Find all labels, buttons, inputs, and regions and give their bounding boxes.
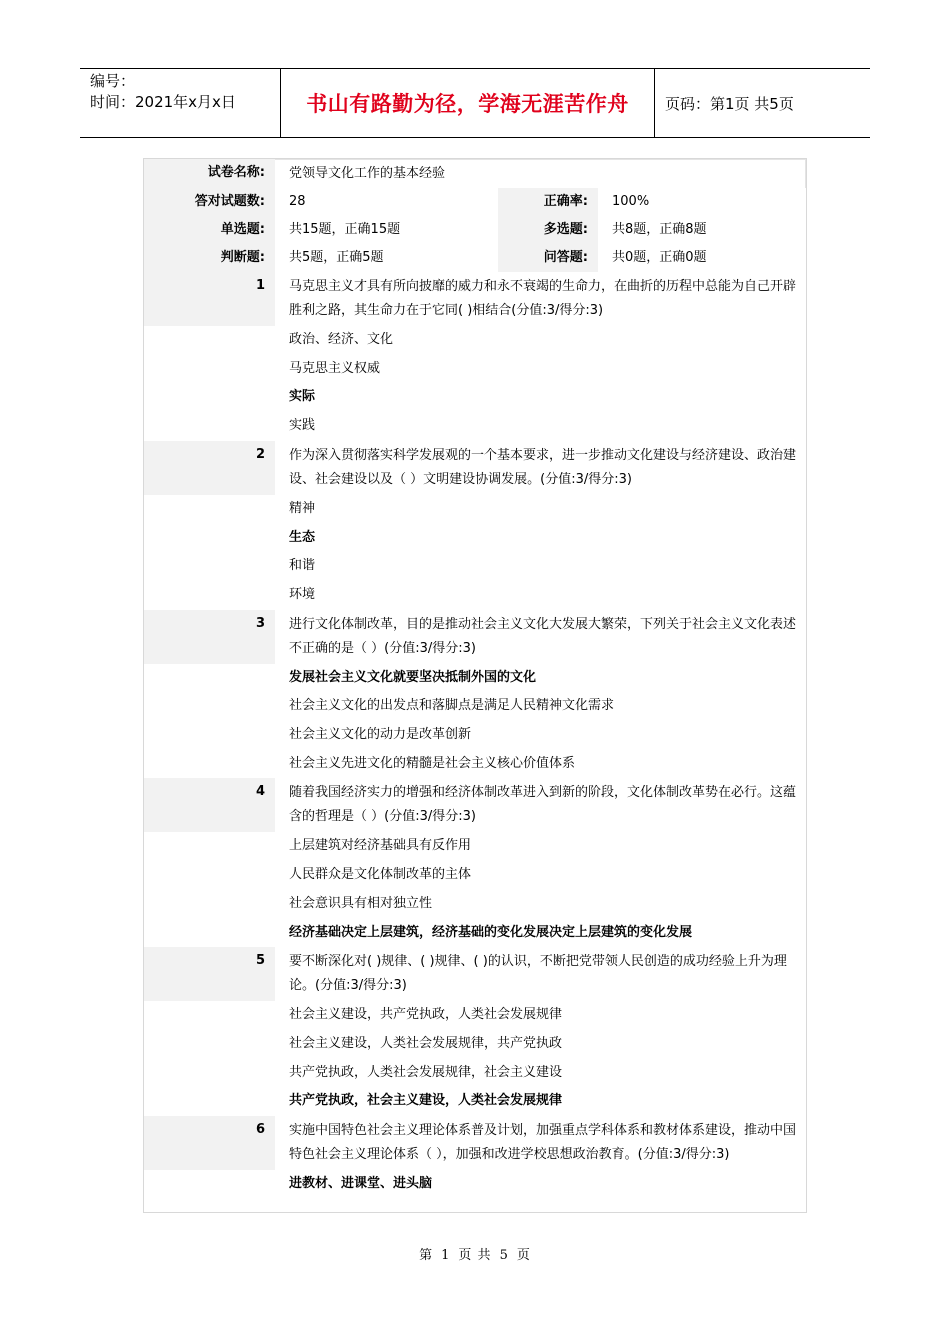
option-indent — [144, 919, 275, 948]
accuracy-label: 正确率: — [498, 188, 598, 216]
true-false-label: 判断题: — [144, 244, 275, 272]
option-indent — [144, 832, 275, 861]
option-row — [144, 1087, 806, 1116]
option-indent — [144, 721, 275, 750]
question-row — [144, 947, 806, 1001]
option-row — [144, 552, 806, 581]
answer-option: 马克思主义权威 — [289, 360, 381, 376]
judge-qa-row — [144, 244, 806, 272]
correct-answer-option: 共产党执政，社会主义建设，人类社会发展规律 — [289, 1093, 563, 1109]
page-info: 页码：第1页 共5页 — [665, 94, 794, 113]
answer-option: 政治、经济、文化 — [289, 332, 394, 347]
correct-count-label: 答对试题数: — [144, 188, 275, 216]
option-indent — [144, 890, 275, 919]
answer-option: 实践 — [289, 418, 316, 434]
option-row — [144, 412, 806, 441]
option-indent — [144, 1059, 275, 1088]
score-row — [144, 188, 806, 216]
exam-name-label: 试卷名称: — [144, 159, 275, 188]
correct-answer-option: 经济基础决定上层建筑，经济基础的变化发展决定上层建筑的变化发展 — [289, 924, 693, 940]
accuracy-value: 100% — [612, 194, 650, 209]
time-label: 时间：2021年x月x日 — [90, 93, 236, 111]
essay-label: 问答题: — [498, 244, 598, 272]
option-indent — [144, 581, 275, 610]
footer-total-pages: 5 — [499, 1248, 509, 1263]
option-row — [144, 326, 806, 355]
option-row — [144, 1059, 806, 1088]
answer-option: 社会主义文化的出发点和落脚点是满足人民精神文化需求 — [289, 698, 615, 714]
single-multi-row — [144, 216, 806, 244]
question-text: 随着我国经济实力的增强和经济体制改革进入到新的阶段，文化体制改革势在必行。这蕴含的哲理是（ ）(分值:3/得分:3) — [275, 778, 806, 832]
option-indent — [144, 664, 275, 693]
option-row — [144, 383, 806, 412]
exam-name-value: 党领导文化工作的基本经验 — [275, 159, 806, 188]
option-row — [144, 581, 806, 610]
true-false-value: 共5题，正确5题 — [289, 250, 384, 265]
option-indent — [144, 383, 275, 412]
answer-option: 精神 — [289, 500, 316, 516]
question-row — [144, 610, 806, 664]
option-row — [144, 1170, 806, 1199]
motto-text: 书山有路勤为径，学海无涯苦作舟 — [306, 92, 629, 116]
option-row — [144, 355, 806, 384]
answer-option: 人民群众是文化体制改革的主体 — [289, 867, 472, 883]
answer-option: 上层建筑对经济基础具有反作用 — [289, 838, 472, 854]
answer-option: 和谐 — [289, 558, 316, 574]
option-row — [144, 1030, 806, 1059]
option-row — [144, 890, 806, 919]
header-page-cell — [655, 69, 870, 137]
page-footer — [0, 1244, 950, 1263]
footer-suffix: 页 — [516, 1248, 531, 1263]
multi-choice-value: 共8题，正确8题 — [612, 222, 707, 237]
option-indent — [144, 355, 275, 384]
correct-answer-option: 实际 — [289, 389, 316, 405]
footer-prefix: 第 — [419, 1248, 434, 1263]
option-indent — [144, 326, 275, 355]
header-motto-cell — [281, 69, 655, 137]
option-indent — [144, 524, 275, 553]
exam-name-row — [144, 159, 806, 188]
option-indent — [144, 552, 275, 581]
correct-answer-option: 进教材、进课堂、进头脑 — [289, 1176, 433, 1192]
answer-option: 社会主义文化的动力是改革创新 — [289, 727, 472, 743]
footer-page-number: 1 — [441, 1248, 451, 1263]
option-row — [144, 1001, 806, 1030]
option-row — [144, 692, 806, 721]
exam-result-table — [143, 158, 807, 1213]
single-choice-value: 共15题，正确15题 — [289, 222, 401, 237]
question-text: 实施中国特色社会主义理论体系普及计划，加强重点学科体系和教材体系建设，推动中国特色社会主义理论体系（ ），加强和改进学校思想政治教育。(分值:3/得分:3) — [275, 1116, 806, 1170]
option-indent — [144, 1030, 275, 1059]
correct-count-value: 28 — [289, 194, 306, 209]
question-text: 作为深入贯彻落实科学发展观的一个基本要求，进一步推动文化建设与经济建设、政治建设、社会建设以及（ ）文明建设协调发展。(分值:3/得分:3) — [275, 441, 806, 495]
question-row — [144, 1116, 806, 1170]
question-row — [144, 272, 806, 326]
option-row — [144, 664, 806, 693]
answer-option: 共产党执政，人类社会发展规律，社会主义建设 — [289, 1064, 563, 1080]
option-row — [144, 721, 806, 750]
question-text: 进行文化体制改革，目的是推动社会主义文化大发展大繁荣，下列关于社会主义文化表述不正确的是（ ）(分值:3/得分:3) — [275, 610, 806, 664]
question-row — [144, 778, 806, 832]
option-indent — [144, 861, 275, 890]
footer-mid: 页 共 — [458, 1248, 492, 1263]
option-row — [144, 832, 806, 861]
question-number: 5 — [144, 947, 275, 1001]
option-indent — [144, 1001, 275, 1030]
answer-option: 社会主义建设，人类社会发展规律，共产党执政 — [289, 1035, 563, 1051]
option-row — [144, 524, 806, 553]
option-row — [144, 919, 806, 948]
option-indent — [144, 692, 275, 721]
question-number: 4 — [144, 778, 275, 832]
question-number: 3 — [144, 610, 275, 664]
question-list — [144, 272, 806, 1199]
question-number: 6 — [144, 1116, 275, 1170]
multi-choice-label: 多选题: — [498, 216, 598, 244]
answer-option: 社会主义建设，共产党执政，人类社会发展规律 — [289, 1007, 563, 1023]
option-indent — [144, 1087, 275, 1116]
question-number: 1 — [144, 272, 275, 326]
number-label: 编号： — [90, 72, 136, 90]
essay-value: 共0题，正确0题 — [612, 250, 707, 265]
header-left-cell — [80, 69, 281, 137]
option-indent — [144, 495, 275, 524]
option-row — [144, 750, 806, 779]
question-text: 要不断深化对( )规律、( )规律、( )的认识，不断把党带领人民创造的成功经验上升为理论。(分值:3/得分:3) — [275, 947, 806, 1001]
answer-option: 环境 — [289, 586, 316, 602]
option-row — [144, 861, 806, 890]
question-text: 马克思主义才具有所向披靡的威力和永不衰竭的生命力，在曲折的历程中总能为自己开辟胜利之路，其生命力在于它同( )相结合(分值:3/得分:3) — [275, 272, 806, 326]
correct-answer-option: 发展社会主义文化就要坚决抵制外国的文化 — [289, 669, 537, 685]
exam-grid — [144, 159, 806, 1199]
option-row — [144, 495, 806, 524]
correct-answer-option: 生态 — [289, 529, 316, 545]
answer-option: 社会主义先进文化的精髓是社会主义核心价值体系 — [289, 755, 576, 771]
question-number: 2 — [144, 441, 275, 495]
option-indent — [144, 1170, 275, 1199]
document-header — [80, 68, 870, 138]
single-choice-label: 单选题: — [144, 216, 275, 244]
option-indent — [144, 412, 275, 441]
question-row — [144, 441, 806, 495]
answer-option: 社会意识具有相对独立性 — [289, 895, 433, 911]
option-indent — [144, 750, 275, 779]
